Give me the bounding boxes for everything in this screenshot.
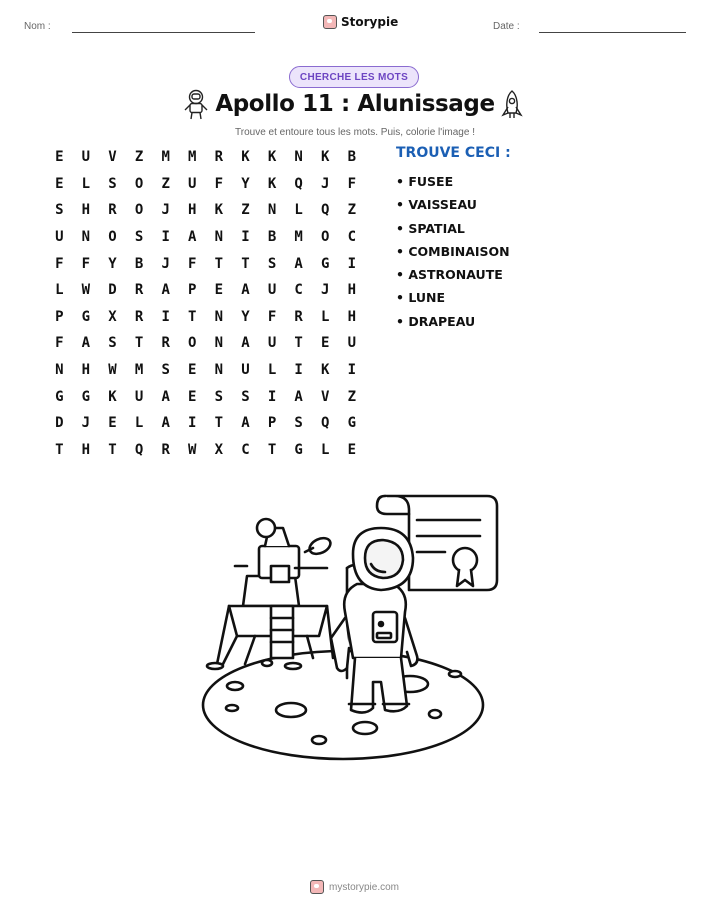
grid-cell[interactable]: F [55, 335, 64, 352]
grid-cell[interactable]: Z [347, 202, 357, 219]
grid-cell[interactable]: I [294, 362, 303, 379]
grid-cell[interactable]: O [108, 229, 117, 246]
grid-cell[interactable]: L [294, 202, 303, 219]
grid-cell[interactable]: Z [134, 149, 144, 166]
grid-cell[interactable]: T [188, 308, 197, 325]
grid-cell[interactable]: I [241, 229, 250, 246]
page-title: Apollo 11 : Alunissage [215, 91, 495, 117]
grid-cell[interactable]: U [81, 149, 91, 166]
grid-cell[interactable]: A [294, 388, 303, 405]
grid-cell[interactable]: F [347, 175, 357, 192]
grid-cell[interactable]: M [134, 362, 144, 379]
grid-cell[interactable]: G [81, 308, 91, 325]
grid-cell[interactable]: F [267, 308, 277, 325]
word-search-grid[interactable] [46, 144, 365, 463]
grid-cell[interactable]: S [241, 388, 250, 405]
grid-cell[interactable]: R [134, 282, 144, 299]
grid-cell[interactable]: U [241, 362, 250, 379]
grid-cell[interactable]: L [321, 441, 330, 458]
grid-cell[interactable]: S [55, 202, 64, 219]
grid-cell[interactable]: D [55, 415, 64, 432]
word-item: • VAISSEAU [396, 197, 477, 213]
grid-cell[interactable]: U [267, 282, 277, 299]
grid-cell[interactable]: A [161, 388, 170, 405]
grid-cell[interactable]: A [241, 335, 250, 352]
grid-cell[interactable]: E [55, 175, 64, 192]
grid-cell[interactable]: Q [294, 175, 303, 192]
grid-cell[interactable]: J [161, 202, 170, 219]
grid-cell[interactable]: J [321, 282, 330, 299]
word-item: • FUSEE [396, 174, 454, 189]
grid-cell[interactable]: J [81, 415, 91, 432]
word-item: • ASTRONAUTE [396, 267, 503, 283]
grid-cell[interactable]: R [161, 335, 170, 352]
grid-cell[interactable]: O [134, 175, 144, 192]
grid-cell[interactable]: G [81, 388, 91, 405]
grid-cell[interactable]: Y [241, 175, 250, 192]
grid-cell[interactable]: K [321, 149, 330, 166]
grid-cell[interactable]: O [321, 229, 330, 246]
grid-cell[interactable]: P [188, 282, 197, 299]
grid-cell[interactable]: M [188, 149, 197, 166]
rocket-icon [498, 89, 526, 121]
grid-cell[interactable]: Z [241, 202, 250, 219]
grid-cell[interactable]: E [188, 362, 197, 379]
grid-cell[interactable]: E [188, 388, 197, 405]
grid-cell[interactable]: N [294, 149, 303, 166]
grid-cell[interactable]: J [321, 175, 330, 192]
grid-cell[interactable]: R [134, 308, 144, 325]
grid-cell[interactable]: G [347, 415, 357, 432]
grid-cell[interactable]: N [214, 308, 224, 325]
grid-cell[interactable]: A [241, 282, 250, 299]
moon-landing-illustration [195, 488, 505, 768]
grid-cell[interactable]: N [267, 202, 277, 219]
grid-cell[interactable]: T [267, 441, 277, 458]
grid-cell[interactable]: C [347, 229, 357, 246]
word-list [396, 170, 510, 333]
grid-cell[interactable]: Y [108, 255, 117, 272]
grid-cell[interactable]: Q [134, 441, 144, 458]
grid-cell[interactable]: T [214, 255, 224, 272]
footer-url[interactable]: mystorypie.com [328, 881, 399, 893]
word-item: • SPATIAL [396, 220, 465, 236]
grid-cell[interactable]: W [81, 282, 91, 299]
date-label: Date : [493, 21, 520, 32]
grid-cell[interactable]: G [294, 441, 303, 458]
grid-cell[interactable]: U [347, 335, 357, 352]
grid-cell[interactable]: U [188, 175, 197, 192]
grid-cell[interactable]: T [294, 335, 303, 352]
grid-cell[interactable]: A [188, 229, 197, 246]
grid-cell[interactable]: Y [241, 308, 250, 325]
grid-cell[interactable]: L [321, 308, 330, 325]
grid-cell[interactable]: U [267, 335, 277, 352]
grid-cell[interactable]: K [108, 388, 117, 405]
storypie-logo-icon [323, 15, 337, 29]
grid-cell[interactable]: W [188, 441, 197, 458]
grid-cell[interactable]: M [294, 229, 303, 246]
grid-cell[interactable]: V [321, 388, 330, 405]
grid-cell[interactable]: B [347, 149, 357, 166]
grid-cell[interactable]: N [214, 229, 224, 246]
name-label: Nom : [24, 21, 51, 32]
grid-cell[interactable]: I [161, 308, 170, 325]
grid-cell[interactable]: X [108, 308, 117, 325]
grid-cell[interactable]: L [81, 175, 91, 192]
grid-cell[interactable]: E [55, 149, 64, 166]
grid-cell[interactable]: I [347, 362, 357, 379]
grid-cell[interactable]: H [81, 202, 91, 219]
grid-cell[interactable]: A [81, 335, 91, 352]
grid-cell[interactable]: V [108, 149, 117, 166]
grid-cell[interactable]: E [347, 441, 357, 458]
grid-cell[interactable]: N [214, 335, 224, 352]
grid-cell[interactable]: C [294, 282, 303, 299]
grid-cell[interactable]: F [188, 255, 197, 272]
grid-cell[interactable]: L [55, 282, 64, 299]
grid-cell[interactable]: H [81, 362, 91, 379]
grid-cell[interactable]: E [108, 415, 117, 432]
grid-cell[interactable]: O [188, 335, 197, 352]
instructions: Trouve et entoure tous les mots. Puis, colorie l'image ! [235, 127, 475, 138]
grid-cell[interactable]: W [108, 362, 117, 379]
grid-cell[interactable]: P [267, 415, 277, 432]
grid-cell[interactable]: U [134, 388, 144, 405]
grid-cell[interactable]: B [267, 229, 277, 246]
activity-badge: CHERCHE LES MOTS [289, 66, 419, 88]
grid-cell[interactable]: M [161, 149, 170, 166]
grid-cell[interactable]: K [267, 175, 277, 192]
grid-cell[interactable]: A [161, 282, 170, 299]
footer [0, 880, 709, 894]
grid-cell[interactable]: R [214, 149, 224, 166]
grid-cell[interactable]: S [108, 335, 117, 352]
grid-cell[interactable]: S [161, 362, 170, 379]
grid-cell[interactable]: T [214, 415, 224, 432]
grid-cell[interactable]: S [294, 415, 303, 432]
grid-cell[interactable]: S [134, 229, 144, 246]
grid-cell[interactable]: L [134, 415, 144, 432]
grid-cell[interactable]: Z [161, 175, 170, 192]
grid-cell[interactable]: G [321, 255, 330, 272]
grid-cell[interactable]: E [214, 282, 224, 299]
grid-cell[interactable]: X [214, 441, 224, 458]
grid-cell[interactable]: T [134, 335, 144, 352]
grid-cell[interactable]: S [267, 255, 277, 272]
grid-cell[interactable]: O [134, 202, 144, 219]
grid-cell[interactable]: T [241, 255, 250, 272]
brand-logo [323, 15, 398, 29]
date-line[interactable] [539, 32, 686, 33]
grid-cell[interactable]: K [321, 362, 330, 379]
word-item: • DRAPEAU [396, 313, 476, 329]
grid-cell[interactable]: T [108, 441, 117, 458]
grid-cell[interactable]: C [241, 441, 250, 458]
grid-cell[interactable]: I [347, 255, 357, 272]
brand-name: Storypie [341, 15, 399, 29]
grid-cell[interactable]: Z [347, 388, 357, 405]
grid-cell[interactable]: R [108, 202, 117, 219]
grid-cell[interactable]: F [81, 255, 91, 272]
grid-cell[interactable]: Q [321, 202, 330, 219]
grid-cell[interactable]: K [267, 149, 277, 166]
name-line[interactable] [72, 32, 255, 33]
grid-cell[interactable]: H [81, 441, 91, 458]
grid-cell[interactable]: F [55, 255, 64, 272]
grid-cell[interactable]: I [188, 415, 197, 432]
grid-cell[interactable]: E [321, 335, 330, 352]
grid-cell[interactable]: S [108, 175, 117, 192]
grid-cell[interactable]: L [267, 362, 277, 379]
grid-cell[interactable]: R [161, 441, 170, 458]
grid-cell[interactable]: I [267, 388, 277, 405]
grid-cell[interactable]: H [347, 282, 357, 299]
grid-cell[interactable]: Q [321, 415, 330, 432]
grid-cell[interactable]: K [214, 202, 224, 219]
grid-cell[interactable]: T [55, 441, 64, 458]
grid-cell[interactable]: R [294, 308, 303, 325]
word-list-heading: TROUVE CECI : [396, 145, 511, 161]
word-item: • COMBINAISON [396, 243, 510, 259]
grid-cell[interactable]: N [81, 229, 91, 246]
grid-cell[interactable]: D [108, 282, 117, 299]
grid-cell[interactable]: J [161, 255, 170, 272]
storypie-logo-icon [310, 880, 324, 894]
grid-cell[interactable]: S [214, 388, 224, 405]
grid-cell[interactable]: H [188, 202, 197, 219]
grid-cell[interactable]: G [55, 388, 64, 405]
grid-cell[interactable]: P [55, 308, 64, 325]
grid-cell[interactable]: A [294, 255, 303, 272]
grid-cell[interactable]: N [214, 362, 224, 379]
grid-cell[interactable]: A [241, 415, 250, 432]
grid-cell[interactable]: U [55, 229, 64, 246]
grid-cell[interactable]: N [55, 362, 64, 379]
grid-cell[interactable]: B [134, 255, 144, 272]
grid-cell[interactable]: I [161, 229, 170, 246]
grid-cell[interactable]: A [161, 415, 170, 432]
grid-cell[interactable]: H [347, 308, 357, 325]
word-item: • LUNE [396, 290, 446, 306]
grid-cell[interactable]: F [214, 175, 224, 192]
grid-cell[interactable]: K [241, 149, 250, 166]
